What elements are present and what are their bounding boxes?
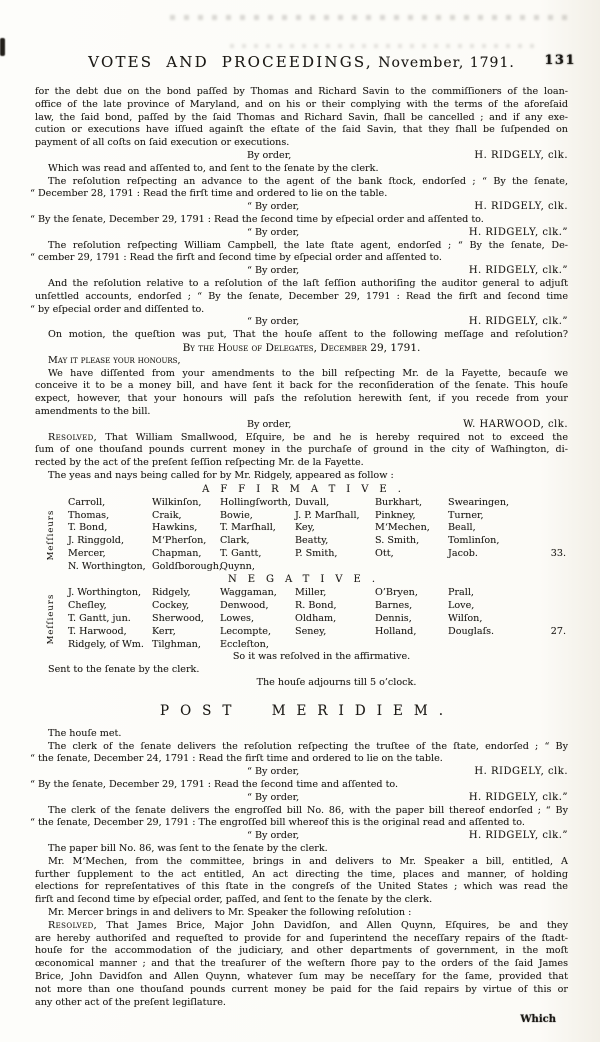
vote-name-cell: Ridgely, [152,587,191,599]
vote-name-cell: Eccleſton, [220,638,269,650]
vote-name-cell: Turner, [448,509,484,521]
text-line: payment of all coſts on ſaid execution or executions. [35,137,290,149]
vote-name-cell: Kerr, [152,625,176,637]
vote-table-row [68,548,568,561]
text-line: rected by the act of the preſent ſeſſion reſpecting Mr. de la Fayette. [35,457,364,469]
vote-name-cell: P. Smith, [295,547,338,559]
vote-count [516,497,568,510]
vote-section-heading: NEGATIVE. [227,574,387,586]
vote-name-cell [295,561,375,574]
vote-name-cell: Mercer, [68,547,106,559]
text-line: “ By the ſenate, December 29, 1791 : Read the ſecond time and aſſented to. [30,779,399,791]
by-order-line [35,766,568,779]
vote-count [516,535,568,548]
spacer [35,830,247,843]
by-order-label: “ By order, [247,265,300,277]
by-order-line [35,150,568,163]
text-line: The houſe met. [48,727,122,739]
vote-name-cell: Oldham, [295,613,337,625]
vote-name-cell: Ridgely, of Wm. [68,638,144,650]
vote-name-cell: Carroll, [68,496,106,508]
text-line: The paper bill No. 86, was ſent to the ſenate by the clerk. [48,843,328,855]
vote-name-cell: Duvall, [295,496,330,508]
by-order-label: “ By order, [247,766,300,778]
text-line: elections for repreſentatives of this ſtate in the congreſs of the United States ; which was read the [35,881,568,893]
vote-name-cell: Quynn, [220,560,255,572]
messieurs-label: Meſſieurs [46,594,56,645]
vote-table-row [68,522,568,535]
text-line: “ cember 29, 1791 : Read the firſt and ſecond time by eſpecial order and aſſented to. [30,252,442,264]
text-line: Which was read and aſſented to, and ſent to the ſenate by the clerk. [48,162,379,174]
messieurs-label: Meſſieurs [46,509,56,561]
by-order-label: “ By order, [247,226,300,238]
clerk-signature: H. RIDGELY, clk. [474,201,568,213]
vote-count [516,522,568,535]
text-line: “ December 28, 1791 : Read the firſt time and ordered to lie on the table. [30,188,388,200]
text-line: May it please your honours, [48,354,181,366]
text-line: œconomical manner ; and that the treaſurer of the weſtern ſhore pay to the orders of the ſaid James [35,958,568,970]
scan-bleedthrough-noise [230,44,540,48]
vote-name-cell: Hollingſworth, [220,496,291,508]
text-line: “ By the ſenate, December 29, 1791 : Read the ſecond time by eſpecial order and aſſented to. [30,213,484,225]
vote-name-cell: Cheſley, [68,600,107,612]
vote-name-cell: Beall, [448,522,476,534]
spacer [35,265,247,278]
vote-name-cell: Ott, [375,547,394,559]
text-line: unſettled accounts, endorſed ; “ By the ſenate, December 29, 1791 : Read the firſt and ſecond time [35,290,568,302]
vote-name-cell: Douglaſs. [448,625,495,637]
text-line: firſt and ſecond time by eſpecial order, paſſed, and ſent to the ſenate by the clerk. [35,894,433,906]
spacer [35,419,247,432]
vote-name-cell: Pinkney, [375,509,416,521]
vote-name-cell: Denwood, [220,600,269,612]
vote-name-cell: Lecompte, [220,625,272,637]
clerk-signature: W. HARWOOD, clk. [463,418,568,430]
spacer [35,227,247,240]
vote-name-cell: Seney, [295,625,327,637]
clerk-signature: H. RIDGELY, clk.” [468,791,568,803]
clerk-signature: H. RIDGELY, clk.” [468,830,568,842]
text-line: Resolved, That James Brice, Major John Davidſon, and Allen Quynn, Eſquires, be and they [48,919,568,931]
text-line: We have diſſented from your amendments to the bill reſpecting Mr. de la Fayette, becauſe we [48,367,568,379]
text-line: The reſolution reſpecting an advance to the agent of the bank ſtock, endorſed ; “ By the ſenate, [48,175,568,187]
vote-name-cell [375,561,448,574]
clerk-signature: H. RIDGELY, clk. [474,766,568,778]
journal-title: VOTES AND PROCEEDINGS, [88,53,373,71]
vote-name-cell: Love, [448,600,475,612]
vote-name-cell: Cockey, [152,600,190,612]
vote-table-row [68,497,568,510]
vote-name-cell: T. Gantt, [220,547,262,559]
vote-name-cell: Sherwood, [152,613,204,625]
vote-count: 33. [550,547,566,559]
vote-table [35,497,568,574]
catchword: Which [520,1014,556,1026]
vote-name-cell: Clark, [220,535,250,547]
by-order-label: “ By order, [247,791,300,803]
text-line: office of the late province of Maryland, and on his or their complying with the terms of the aforeſaid [35,98,568,110]
vote-table-row [68,535,568,548]
vote-count [516,510,568,523]
vote-table-row [68,561,568,574]
vote-name-cell: Burkhart, [375,496,423,508]
vote-name-cell: Prall, [448,587,474,599]
vote-table-row [68,600,568,613]
vote-name-cell: Dennis, [375,613,412,625]
vote-count [516,561,568,574]
vote-name-cell [295,639,375,652]
vote-name-cell [448,639,516,652]
vote-name-cell: M‘Pherſon, [152,535,207,547]
vote-name-cell: Miller, [295,587,327,599]
resolved-lead: Resolved, [48,919,98,931]
vote-name-cell: T. Marſhall, [220,522,276,534]
vote-name-cell: Craik, [152,509,182,521]
text-line: for the debt due on the bond paſſed by Thomas and Richard Savin to the commiſſioners of the loan- [35,86,568,97]
text-line: Sent to the ſenate by the clerk. [48,664,200,676]
vote-name-cell: Goldſborough, [152,560,223,572]
vote-name-cell: Waggaman, [220,587,277,599]
vote-table-row [68,510,568,523]
vote-count [516,587,568,600]
vote-count [516,613,568,626]
vote-name-cell: Thomas, [68,509,110,521]
vote-name-cell: T. Bond, [68,522,108,534]
document-body [30,86,568,1026]
spacer [35,201,247,214]
by-order-line [35,265,568,278]
vote-count: 27. [550,625,566,637]
ink-blot [0,38,5,56]
text-line: On motion, the queſtion was put, That the houſe aſſent to the following meſſage and reſolution? [48,329,568,341]
vote-name-cell: J. P. Marſhall, [295,509,360,521]
vote-table-row [68,587,568,600]
text-line: And the reſolution relative to a reſolution of the laſt ſeſſion authoriſing the auditor general to adjuſt [48,277,568,289]
vote-name-cell: Wilkinſon, [152,496,202,508]
vote-table-row [68,626,568,639]
vote-name-cell: J. Ringgold, [68,535,124,547]
vote-name-cell: Barnes, [375,600,413,612]
vote-name-cell: Tilghman, [152,638,201,650]
by-order-label: “ By order, [247,830,300,842]
vote-name-cell [448,561,516,574]
centered-line: The houſe adjourns till 5 o’clock. [256,677,417,689]
by-order-label: “ By order, [247,201,300,213]
by-order-label: By order, [247,149,292,161]
scan-bleedthrough-noise [170,15,570,20]
vote-name-cell: Hawkins, [152,522,198,534]
page-number: 131 [544,53,576,68]
vote-section-heading: AFFIRMATIVE. [202,483,412,495]
vote-name-cell: T. Harwood, [68,625,127,637]
text-line: conceive it to be a money bill, and have ſent it back for the reconſideration of the ſenate. This houſe [35,380,568,392]
text-line: Brice, John Davidſon and Allen Quynn, whatever ſum may be neceſſary for the ſame, provided that [35,971,568,982]
text-line: houſe for the accommodation of the judiciary, and other departments of government, in the moſt [35,945,568,957]
vote-name-cell: Beatty, [295,535,329,547]
text-line: expect, however, that your honours will paſs the reſolution herewith ſent, if you recede from your [35,393,568,405]
by-order-line [35,227,568,240]
vote-name-cell: Key, [295,522,315,534]
text-line: further ſupplement to the act entitled, An act directing the time, places and manner, of holding [35,868,568,880]
spacer [35,792,247,805]
text-line: “ the ſenate, December 24, 1791 : Read the firſt time and ordered to lie on the table. [30,753,443,765]
text-line: The yeas and nays being called for by Mr. Ridgely, appeared as follow : [48,469,394,481]
by-order-line [35,201,568,214]
spacer [35,150,247,163]
spacer [35,316,247,329]
clerk-signature: H. RIDGELY, clk.” [468,265,568,277]
vote-table-row [68,639,568,652]
spacer [35,766,247,779]
clerk-signature: H. RIDGELY, clk.” [468,316,568,328]
by-order-line [35,316,568,329]
vote-name-cell: N. Worthington, [68,560,146,572]
vote-table [35,587,568,651]
centered-line: So it was reſolved in the affirmative. [232,651,411,663]
vote-name-cell: Chapman, [152,547,202,559]
text-line: “ by eſpecial order and diſſented to. [30,303,205,315]
vote-name-cell: Lowes, [220,613,255,625]
text-line: law, the ſaid bond, paſſed by the ſaid Thomas and Richard Savin, ſhall be cancelled ; and if any exe- [35,111,568,123]
by-order-line [35,419,568,432]
vote-name-cell: Bowie, [220,509,253,521]
text-line: Mr. Mercer brings in and delivers to Mr. Speaker the following reſolution : [48,907,412,919]
text-line: Resolved, That William Smallwood, Eſquire, be and he is hereby required not to exceed the [48,431,568,443]
text-line: are hereby authoriſed and requeſted to provide for and ſuperintend the neceſſary repairs of the ſtadt- [35,932,568,944]
text-line: not more than one thouſand pounds current money be paid for the ſaid repairs by virtue of this or [35,983,568,995]
clerk-signature: H. RIDGELY, clk. [474,149,568,161]
by-order-line [35,830,568,843]
vote-name-cell: S. Smith, [375,535,420,547]
house-of-delegates-heading: By the House of Delegates, December 29, 1791. [182,341,421,354]
text-line: cution or executions have iſſued againſt the eſtate of the ſaid Savin, that they ſhall be ſuſpended on [35,124,568,136]
vote-name-cell: Holland, [375,625,417,637]
vote-table-row [68,613,568,626]
by-order-line [35,792,568,805]
text-line: “ the ſenate, December 29, 1791 : The engroſſed bill whereof this is the original read and aſſented to. [30,817,525,829]
vote-name-cell: M‘Mechen, [375,522,430,534]
vote-name-cell: Tomlinſon, [448,535,500,547]
resolved-lead: Resolved, [48,431,98,443]
text-line: amendments to the bill. [35,405,151,417]
vote-name-cell: T. Gantt, jun. [68,613,131,625]
by-order-label: “ By order, [247,316,300,328]
journal-title-date: November, 1791. [372,55,515,71]
text-line: The clerk of the ſenate delivers the engroſſed bill No. 86, with the paper bill thereof endorſed ; “ By [48,804,568,816]
vote-name-cell: Wilſon, [448,613,483,625]
vote-count [516,639,568,652]
text-line: Mr. M‘Mechen, from the committee, brings in and delivers to Mr. Speaker a bill, entitled, A [48,855,568,867]
clerk-signature: H. RIDGELY, clk.” [468,226,568,238]
vote-name-cell [375,639,448,652]
vote-name-cell: Swearingen, [448,496,510,508]
vote-name-cell: R. Bond, [295,600,337,612]
post-meridiem-heading: POST MERIDIEM. [160,702,454,719]
vote-name-cell: Jacob. [448,547,478,559]
text-line: The clerk of the ſenate delivers the reſolution reſpecting the truſtee of the ſtate, endorſed ; “ By [48,740,568,752]
vote-name-cell: J. Worthington, [68,587,142,599]
text-line: any other act of the preſent legiſlature. [35,996,226,1008]
vote-name-cell: O’Bryen, [375,587,418,599]
page-header [35,52,568,71]
vote-count [516,600,568,613]
text-line: ſum of one thouſand pounds current money in the purchaſe of ground in the city of Waſhington, di- [35,444,568,456]
text-line: The reſolution reſpecting William Campbell, the late ſtate agent, endorſed ; “ By the ſenate, De- [48,239,568,251]
by-order-label: By order, [247,418,292,430]
